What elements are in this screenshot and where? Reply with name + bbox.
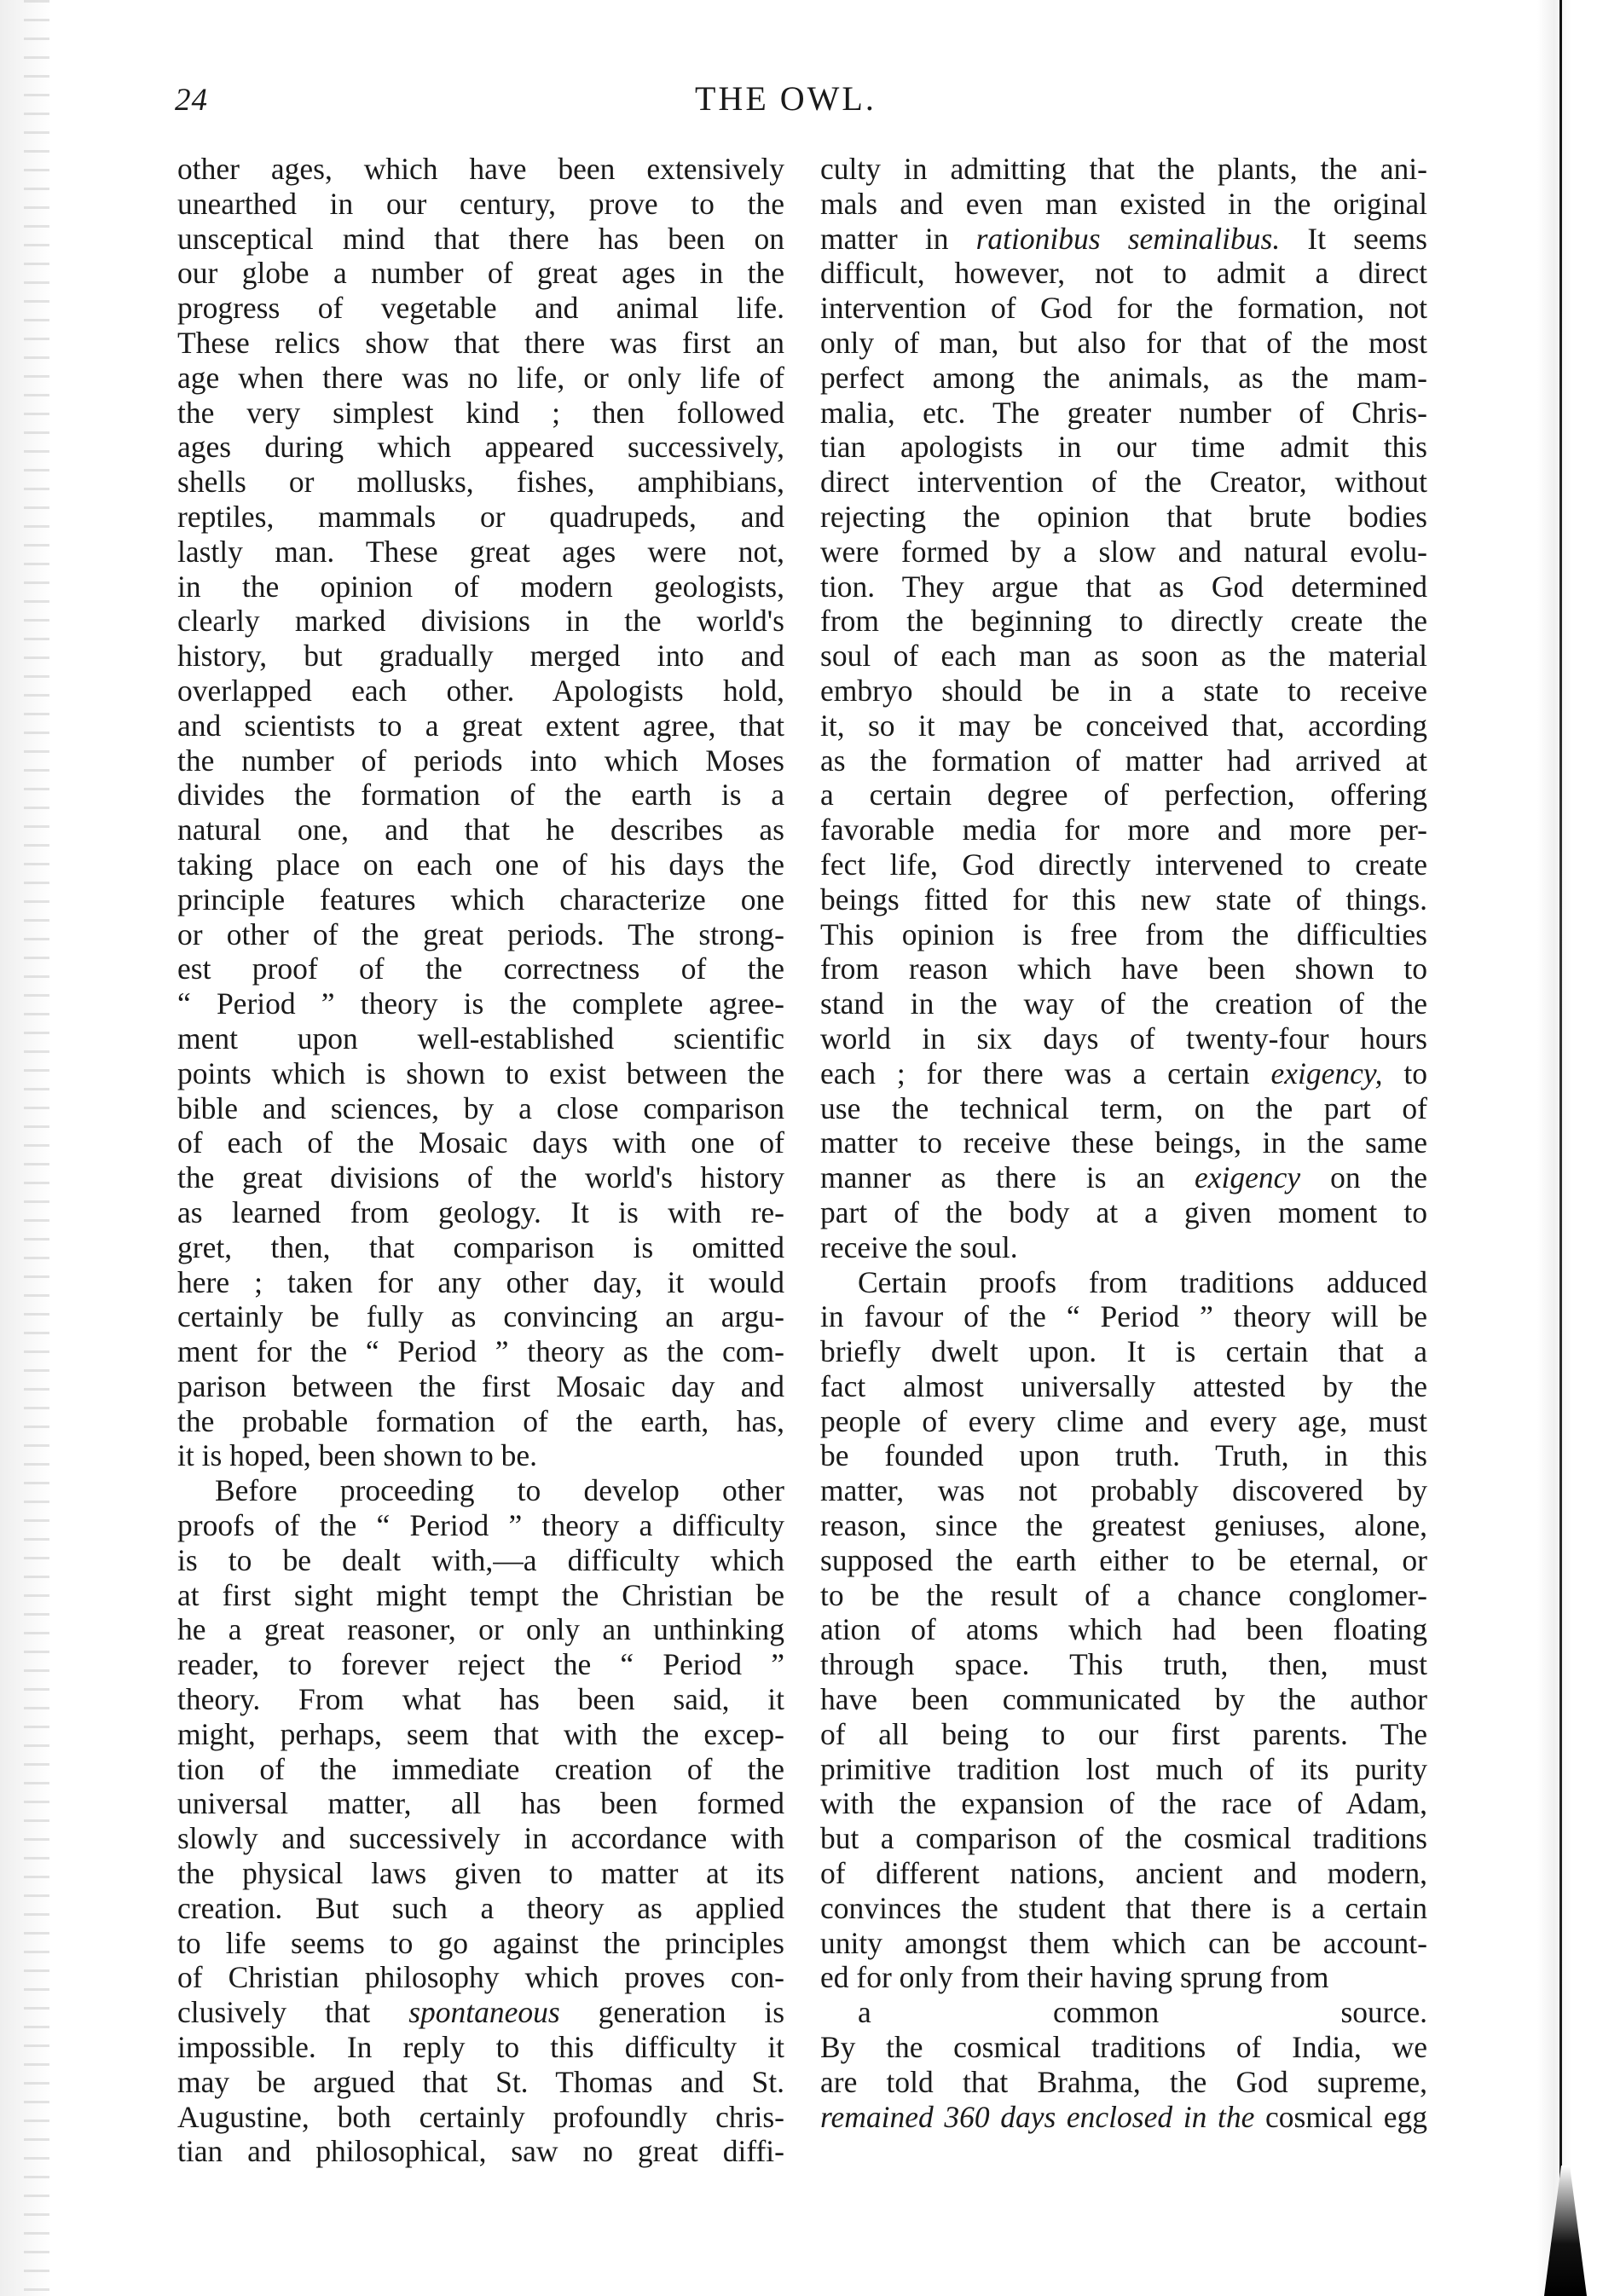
text-line: world in six days of twenty-four hours (820, 1021, 1427, 1055)
text-line: matter to receive these beings, in the same (820, 1125, 1427, 1160)
text-line: rejecting the opinion that brute bodies (820, 499, 1427, 534)
text-line: reptiles, mammals or quadrupeds, and (177, 499, 784, 534)
text-line: favorable media for more and more per- (820, 813, 1427, 847)
text-line-with-italic (820, 1160, 1427, 1195)
text-line: progress of vegetable and animal life. (177, 291, 784, 326)
text-line: tian apologists in our time admit this (820, 430, 1427, 465)
text-line: might, perhaps, seem that with the excep- (177, 1716, 784, 1751)
text-line: tion. They argue that as God determined (820, 569, 1427, 604)
text-line: or other of the great periods. The strong- (177, 917, 784, 951)
text-line: creation. But such a theory as applied (177, 1890, 784, 1925)
text-line: reader, to forever reject the “ Period ” (177, 1647, 784, 1682)
text-line: a certain degree of perfection, offering (820, 778, 1427, 813)
text-line: tian and philosophical, saw no great diffi- (177, 2134, 784, 2169)
text-line: principle features which characterize one (177, 882, 784, 917)
running-title: THE OWL. (695, 79, 877, 118)
text-line: taking place on each one of his days the (177, 847, 784, 882)
text-line: direct intervention of the Creator, without (820, 465, 1427, 500)
text-line: clearly marked divisions in the world's (177, 604, 784, 639)
text-line: our globe a number of great ages in the (177, 256, 784, 291)
text-line: other ages, which have been extensively (177, 152, 784, 186)
text-line: universal matter, all has been formed (177, 1786, 784, 1821)
text-line: from reason which have been shown to (820, 951, 1427, 986)
italic-term: exigency, (1270, 1055, 1383, 1090)
text-line: divides the formation of the earth is a (177, 778, 784, 813)
text-run: It seems (1307, 221, 1427, 256)
paragraph-end-line: ed for only from their having sprung from (820, 1960, 1329, 1995)
text-line: reason, since the greatest geniuses, alone, (820, 1508, 1427, 1543)
text-line: These relics show that there was first an (177, 325, 784, 360)
text-line: lastly man. These great ages were not, (177, 534, 784, 569)
text-run: to (1403, 1055, 1427, 1090)
text-line: the very simplest kind ; then followed (177, 395, 784, 430)
text-line: malia, etc. The greater number of Chris- (820, 395, 1427, 430)
text-line: natural one, and that he describes as (177, 813, 784, 847)
text-line: through space. This truth, then, must (820, 1647, 1427, 1682)
text-run: each ; for there was a certain (820, 1055, 1250, 1090)
text-line: slowly and successively in accordance with (177, 1821, 784, 1856)
text-line-with-italic (820, 1056, 1427, 1091)
text-line: age when there was no life, or only life of (177, 360, 784, 395)
text-line: in favour of the “ Period ” theory will be (820, 1299, 1427, 1334)
text-line: of each of the Mosaic days with one of (177, 1125, 784, 1160)
text-line: the number of periods into which Moses (177, 743, 784, 778)
left-text-column (177, 152, 784, 2169)
text-line: in the opinion of modern geologists, (177, 569, 784, 604)
text-line: from the beginning to directly create the (820, 604, 1427, 639)
text-line: intervention of God for the formation, not (820, 291, 1427, 326)
text-line: fect life, God directly intervened to create (820, 847, 1427, 882)
text-line: but a comparison of the cosmical traditions (820, 1821, 1427, 1856)
text-line: proofs of the “ Period ” theory a difficulty (177, 1508, 784, 1543)
text-line: is to be dealt with,—a difficulty which (177, 1542, 784, 1577)
text-line: matter, was not probably discovered by (820, 1473, 1427, 1508)
text-line: of Christian philosophy which proves con- (177, 1960, 784, 1995)
text-line: as learned from geology. It is with re- (177, 1194, 784, 1229)
italic-term: remained 360 days enclosed in the (820, 2099, 1255, 2134)
text-line: briefly dwelt upon. It is certain that a (820, 1334, 1427, 1369)
text-line: embryo should be in a state to receive (820, 673, 1427, 708)
text-line: unity amongst them which can be account- (820, 1925, 1427, 1960)
text-line: soul of each man as soon as the material (820, 639, 1427, 674)
text-line: the great divisions of the world's history (177, 1160, 784, 1195)
text-line-with-italic (820, 222, 1427, 257)
text-line: certainly be fully as convincing an argu- (177, 1299, 784, 1334)
text-line: perfect among the animals, as the mam- (820, 360, 1427, 395)
text-line: at first sight might tempt the Christian be (177, 1577, 784, 1612)
text-line: shells or mollusks, fishes, amphibians, (177, 465, 784, 500)
right-text-column (820, 152, 1427, 2155)
text-line: part of the body at a given moment to (820, 1194, 1427, 1229)
text-line: points which is shown to exist between the (177, 1055, 784, 1090)
text-line: here ; taken for any other day, it would (177, 1264, 784, 1299)
text-line: be founded upon truth. Truth, in this (820, 1438, 1427, 1473)
text-run: cosmical egg (1264, 2099, 1427, 2134)
text-run: clusively that (177, 1995, 371, 2030)
text-line: primitive tradition lost much of its purity (820, 1751, 1427, 1786)
paragraph-start-line: Before proceeding to develop other (215, 1473, 784, 1508)
text-line: mals and even man existed in the original (820, 186, 1427, 221)
paragraph-start-line: a common source. (858, 1995, 1427, 2030)
text-line: it, so it may be conceived that, according (820, 708, 1427, 743)
text-line: of all being to our first parents. The (820, 1716, 1427, 1751)
text-line: bible and sciences, by a close comparison (177, 1090, 784, 1125)
text-line-with-italic (177, 1995, 784, 2030)
text-line: he a great reasoner, or only an unthinking (177, 1612, 784, 1647)
text-line: of different nations, ancient and modern, (820, 1856, 1427, 1891)
text-line: unsceptical mind that there has been on (177, 221, 784, 256)
text-run: manner as there is an (820, 1160, 1166, 1195)
text-line: tion of the immediate creation of the (177, 1751, 784, 1786)
text-line: parison between the first Mosaic day and (177, 1368, 784, 1403)
text-line: have been communicated by the author (820, 1682, 1427, 1717)
text-line: to be the result of a chance conglomer- (820, 1577, 1427, 1612)
text-line: supposed the earth either to be eternal, or (820, 1542, 1427, 1577)
text-line: beings fitted for this new state of things. (820, 882, 1427, 917)
text-line: theory. From what has been said, it (177, 1682, 784, 1717)
text-line: and scientists to a great extent agree, that (177, 708, 784, 743)
italic-term: exigency (1195, 1160, 1301, 1195)
text-line: fact almost universally attested by the (820, 1368, 1427, 1403)
paragraph-end-line: it is hoped, been shown to be. (177, 1438, 537, 1473)
text-line: ation of atoms which had been floating (820, 1612, 1427, 1647)
text-line: use the technical term, on the part of (820, 1090, 1427, 1125)
text-line: the physical laws given to matter at its (177, 1856, 784, 1891)
left-margin-scan-edge (0, 0, 60, 2296)
text-line: est proof of the correctness of the (177, 951, 784, 986)
paragraph-end-line: receive the soul. (820, 1229, 1018, 1264)
text-line: only of man, but also for that of the most (820, 325, 1427, 360)
right-binding-edge (1537, 0, 1597, 2296)
text-line: difficult, however, not to admit a direct (820, 256, 1427, 291)
text-line: unearthed in our century, prove to the (177, 186, 784, 221)
text-line: By the cosmical traditions of India, we (820, 2030, 1427, 2065)
text-line: ages during which appeared successively, (177, 430, 784, 465)
text-line: gret, then, that comparison is omitted (177, 1229, 784, 1264)
text-line: culty in admitting that the plants, the ani- (820, 152, 1427, 186)
text-line: to life seems to go against the principles (177, 1925, 784, 1960)
text-line: overlapped each other. Apologists hold, (177, 673, 784, 708)
italic-term: spontaneous (408, 1995, 560, 2030)
text-line: with the expansion of the race of Adam, (820, 1786, 1427, 1821)
text-line: stand in the way of the creation of the (820, 986, 1427, 1021)
page-number: 24 (175, 83, 208, 118)
text-line: ment upon well-established scientific (177, 1021, 784, 1055)
text-run: on the (1330, 1160, 1427, 1195)
text-line: convinces the student that there is a certain (820, 1890, 1427, 1925)
text-line: Augustine, both certainly profoundly chris- (177, 2099, 784, 2134)
text-line: were formed by a slow and natural evolu- (820, 534, 1427, 569)
text-line: ment for the “ Period ” theory as the com- (177, 1334, 784, 1369)
text-run: matter in (820, 221, 949, 256)
text-run: generation is (598, 1995, 784, 2030)
text-line: are told that Brahma, the God supreme, (820, 2064, 1427, 2099)
text-line: as the formation of matter had arrived at (820, 743, 1427, 778)
text-line: “ Period ” theory is the complete agree- (177, 986, 784, 1021)
text-line: may be argued that St. Thomas and St. (177, 2064, 784, 2099)
text-line: history, but gradually merged into and (177, 639, 784, 674)
italic-term: rationibus seminalibus. (975, 221, 1281, 256)
text-line: the probable formation of the earth, has, (177, 1403, 784, 1438)
text-line-with-italic (820, 2100, 1427, 2135)
text-line: This opinion is free from the difficulties (820, 917, 1427, 951)
paragraph-start-line: Certain proofs from traditions adduced (858, 1264, 1427, 1299)
text-line: impossible. In reply to this difficulty it (177, 2030, 784, 2065)
text-line: people of every clime and every age, must (820, 1403, 1427, 1438)
